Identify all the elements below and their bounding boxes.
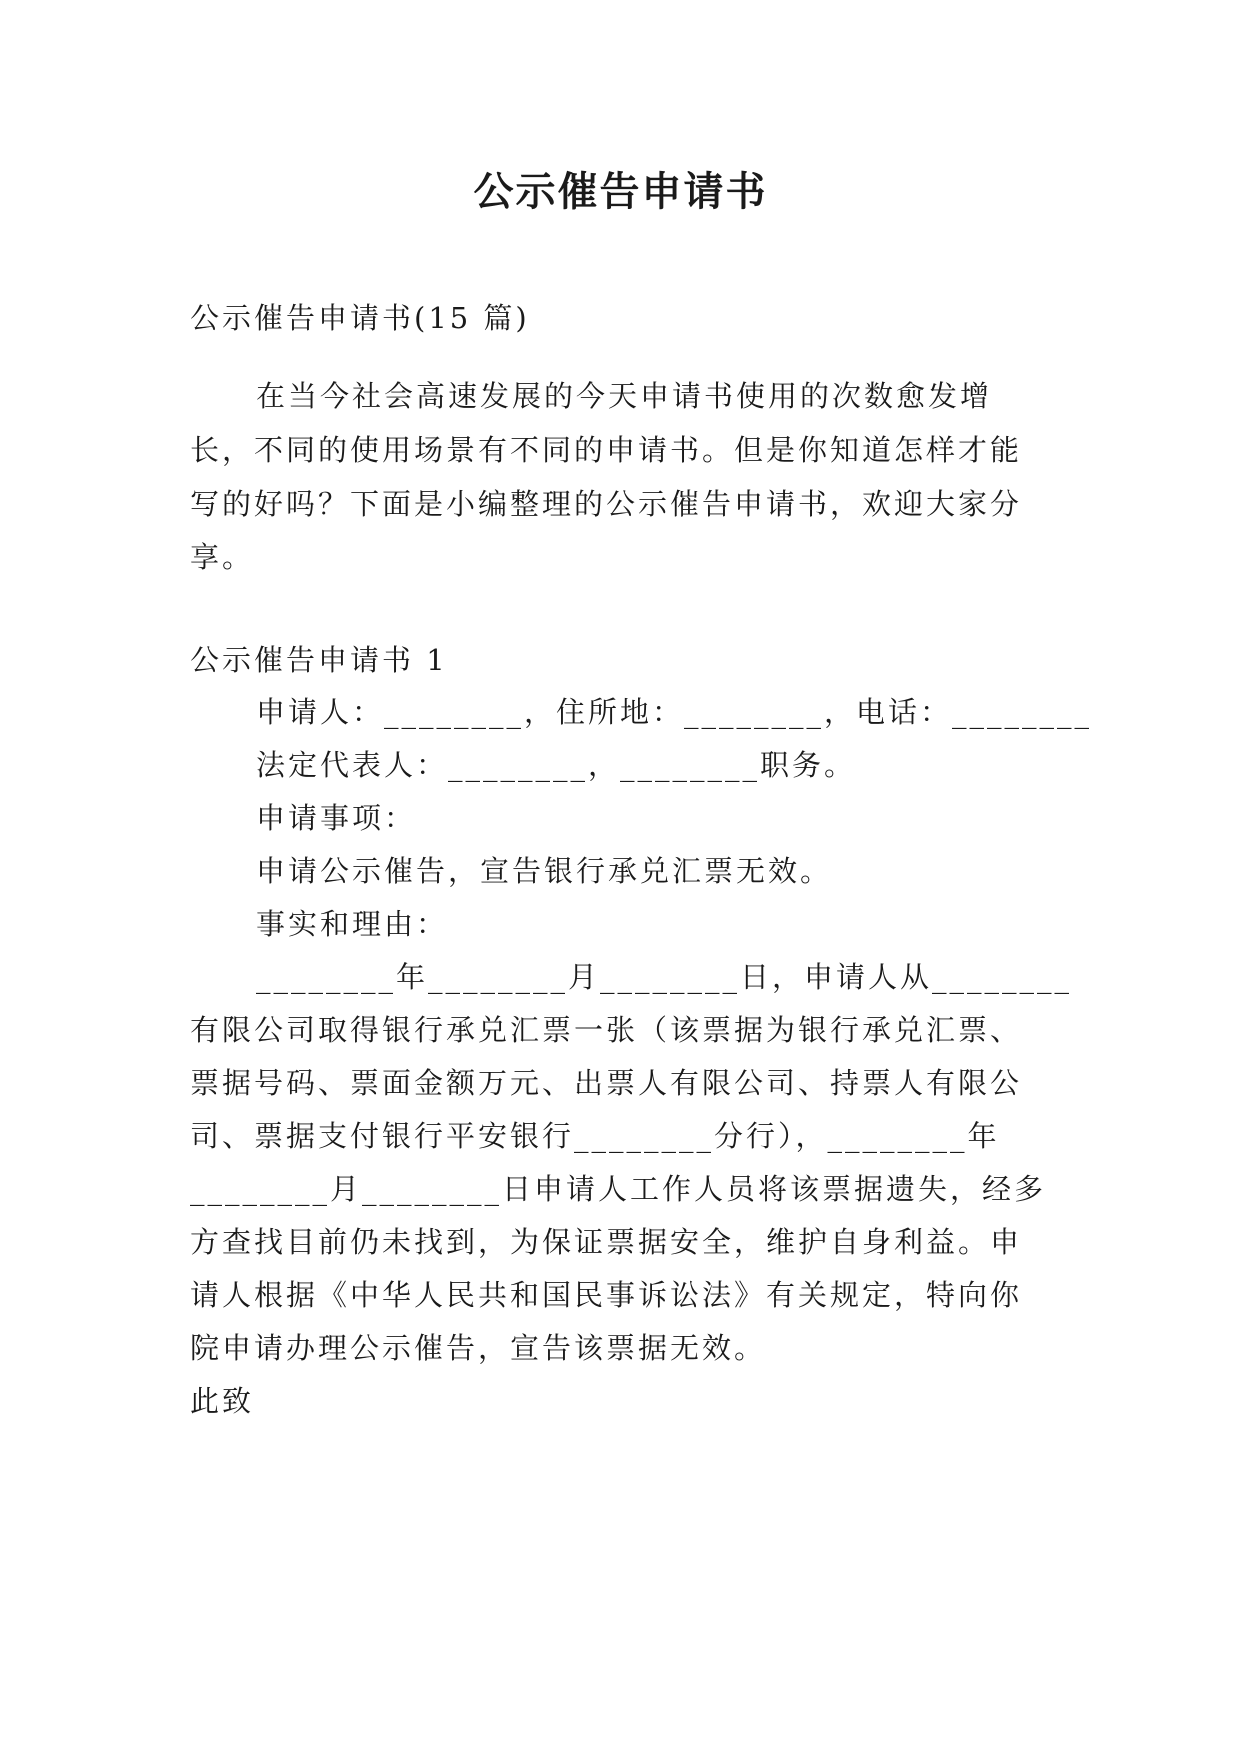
intro-line: 长，不同的使用场景有不同的申请书。但是你知道怎样才能	[190, 433, 1023, 467]
subtitle: 公示催告申请书(15 篇)	[190, 301, 530, 335]
intro-line: 在当今社会高速发展的今天申请书使用的次数愈发增	[256, 379, 993, 413]
body-line: 院申请办理公示催告，宣告该票据无效。	[190, 1331, 767, 1365]
body-line: 司、票据支付银行平安银行________分行），________年	[190, 1119, 1000, 1153]
closing-line: 此致	[190, 1384, 255, 1418]
body-line: 有限公司取得银行承兑汇票一张（该票据为银行承兑汇票、	[190, 1013, 1023, 1047]
intro-line: 享。	[190, 540, 255, 574]
body-line: 事实和理由：	[256, 907, 449, 941]
body-line: ________年________月________日，申请人从________	[256, 960, 1073, 994]
body-line: 方查找目前仍未找到，为保证票据安全，维护自身利益。申	[190, 1225, 1023, 1259]
intro-line: 写的好吗？下面是小编整理的公示催告申请书，欢迎大家分	[190, 487, 1023, 521]
body-line: 票据号码、票面金额万元、出票人有限公司、持票人有限公	[190, 1066, 1023, 1100]
body-line: 申请公示催告，宣告银行承兑汇票无效。	[256, 854, 833, 888]
body-line: ________月________日申请人工作人员将该票据遗失，经多	[190, 1172, 1047, 1206]
body-line: 请人根据《中华人民共和国民事诉讼法》有关规定，特向你	[190, 1278, 1023, 1312]
body-line: 申请事项：	[256, 801, 417, 835]
section-title: 公示催告申请书 1	[190, 643, 448, 677]
body-line: 法定代表人：________，________职务。	[256, 748, 857, 782]
body-line: 申请人：________，住所地：________，电话：________	[256, 695, 1093, 729]
document-title: 公示催告申请书	[473, 169, 768, 215]
